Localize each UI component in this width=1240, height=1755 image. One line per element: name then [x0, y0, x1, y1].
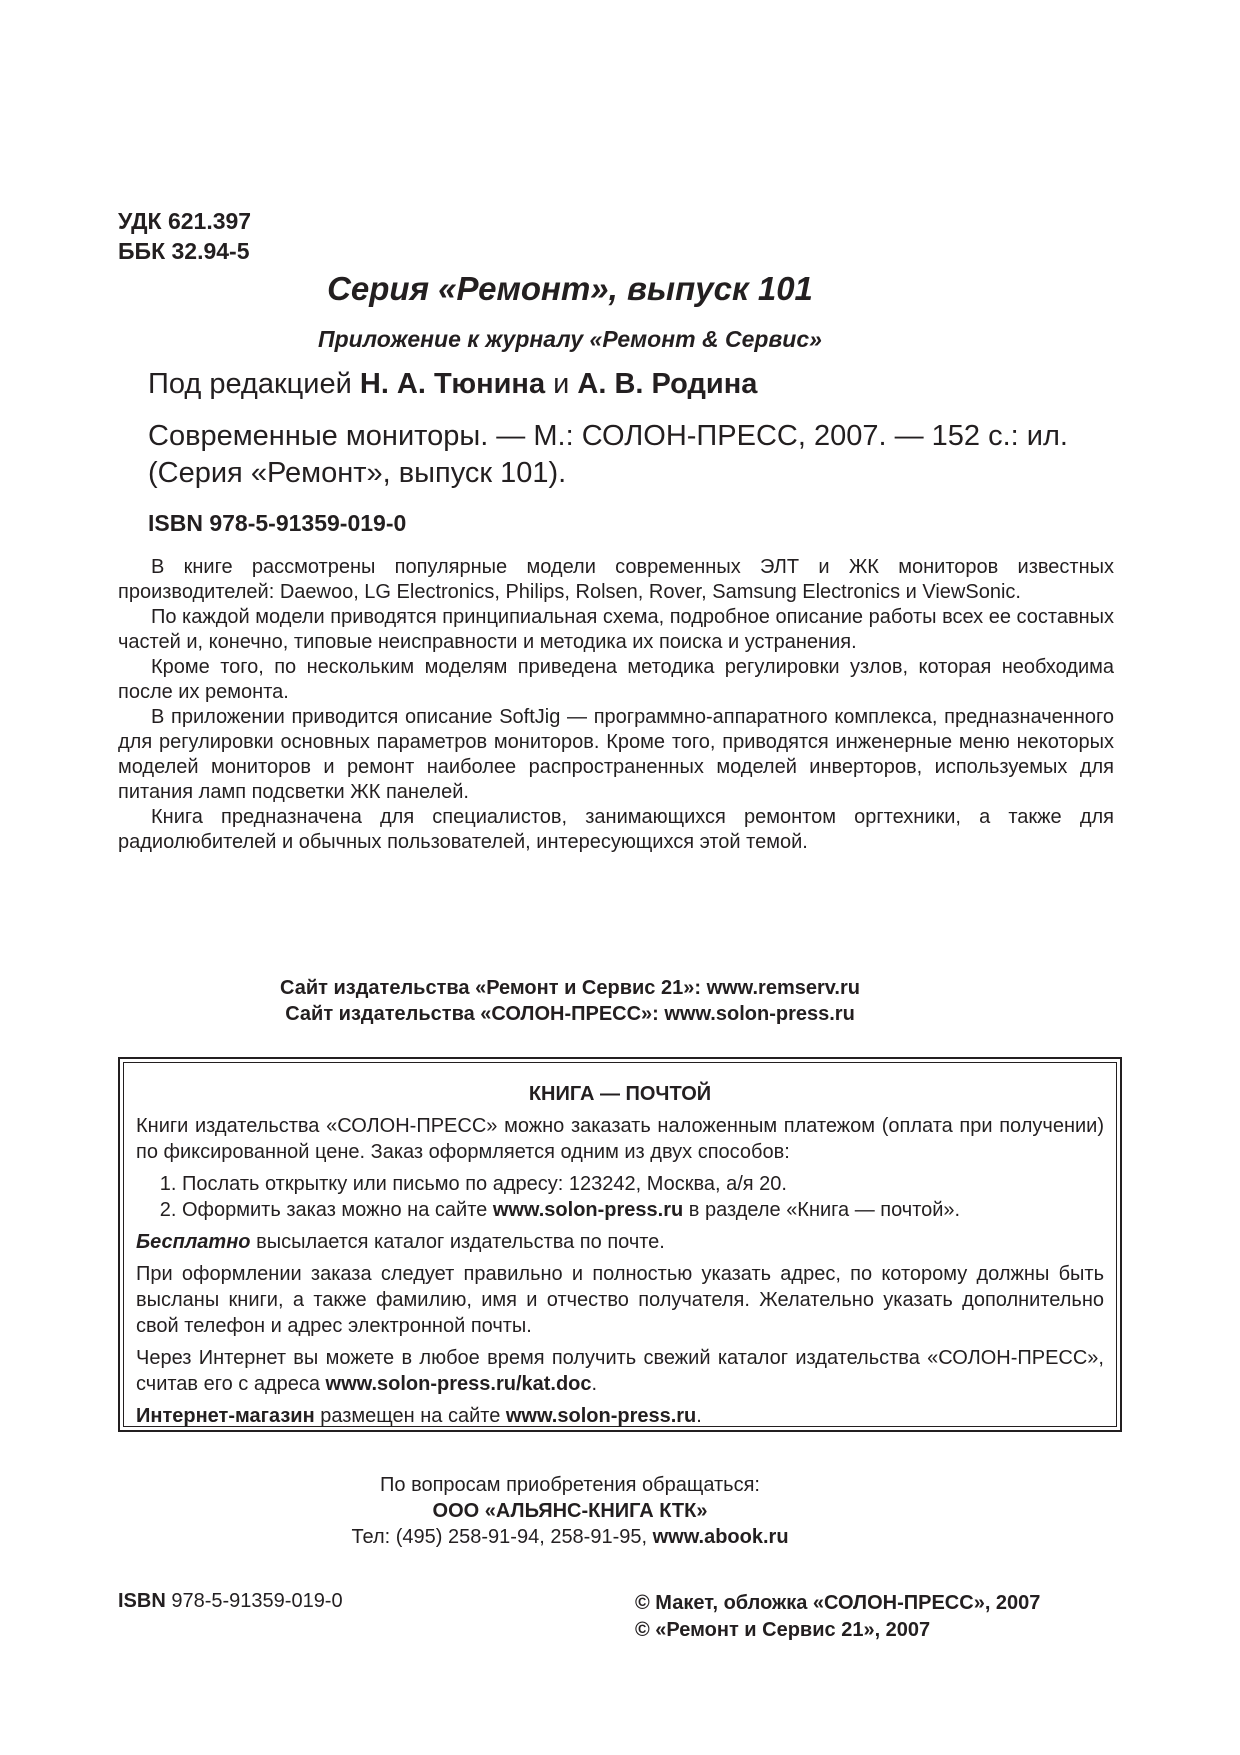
classification-codes: [118, 206, 251, 266]
shop-word: Интернет-магазин: [136, 1405, 315, 1427]
distributor-site: www.abook.ru: [652, 1526, 789, 1548]
catalog-text: Через Интернет вы можете в любое время получить свежий каталог издательства «СОЛОН-ПРЕСС», считав его с адреса: [136, 1347, 1104, 1395]
isbn-label: ISBN: [118, 1590, 166, 1612]
site-remserv: Сайт издательства «Ремонт и Сервис 21»: www.remserv.ru: [280, 977, 860, 999]
shop-link: www.solon-press.ru: [505, 1405, 697, 1427]
mail-order-title: КНИГА — ПОЧТОЙ: [528, 1083, 712, 1105]
annotation: [118, 555, 1114, 855]
editor-1: Н. А. Тюнина: [359, 368, 546, 400]
distributor-phone: Тел: (495) 258-91-94, 258-91-95,: [351, 1526, 653, 1548]
copyright-block: [635, 1590, 1040, 1644]
free-catalog-note: [136, 1229, 1104, 1255]
annotation-paragraph: В приложении приводится описание SoftJig — программно-аппаратного комплекса, предназначенного для регулировки основных параметров мониторов. Кроме того, приводятся инженерные меню некоторых моделей мониторов и ремонт наиболее распространенных моделей инверторов, используемых для питания ламп подсветки ЖК панелей.: [118, 706, 1114, 803]
bbk-code: ББК 32.94-5: [118, 238, 250, 264]
bibliographic-citation: [148, 418, 1098, 492]
editor-2: А. В. Родина: [577, 368, 758, 400]
supplement-line: Приложение к журналу «Ремонт & Сервис»: [318, 326, 822, 352]
catalog-tail: .: [591, 1373, 598, 1395]
copyright-line-1: © Макет, обложка «СОЛОН-ПРЕСС», 2007: [635, 1592, 1041, 1614]
citation-line-1: Современные мониторы. — М.: СОЛОН-ПРЕСС, 2007. — 152 с.: ил.: [148, 420, 1068, 452]
order-option-1: 1. Послать открытку или письмо по адресу: 123242, Москва, а/я 20.: [182, 1171, 1104, 1197]
shop-text: размещен на сайте: [314, 1405, 506, 1427]
isbn-number: 978-5-91359-019-0: [165, 1590, 343, 1612]
catalog-download-note: [136, 1345, 1104, 1397]
distributor-intro: По вопросам приобретения обращаться:: [380, 1474, 760, 1496]
distributor-contacts: [150, 1472, 990, 1550]
series-title: Серия «Ремонт», выпуск 101: [327, 270, 813, 307]
shop-tail: .: [696, 1405, 702, 1427]
editors-conjunction: и: [545, 368, 578, 400]
mail-order-box: [118, 1057, 1122, 1432]
order-option-2: [182, 1197, 1104, 1223]
annotation-paragraph: В книге рассмотрены популярные модели современных ЭЛТ и ЖК мониторов известных производителей: Daewoo, LG Electronics, Philips, Rolsen, Rover, Samsung Electronics и ViewSonic.: [118, 556, 1114, 603]
annotation-paragraph: Кроме того, по нескольким моделям приведена методика регулировки узлов, которая необходима после их ремонта.: [118, 656, 1114, 703]
udk-code: УДК 621.397: [118, 208, 252, 234]
copyright-line-2: © «Ремонт и Сервис 21», 2007: [635, 1619, 931, 1641]
isbn-bottom: [118, 1590, 343, 1613]
option2-text: Оформить заказ можно на сайте: [182, 1199, 493, 1221]
catalog-link: www.solon-press.ru/kat.doc: [325, 1373, 592, 1395]
order-options-list: [136, 1171, 1104, 1223]
publisher-sites: [150, 975, 990, 1027]
site-solon-press: Сайт издательства «СОЛОН-ПРЕСС»: www.solon-press.ru: [285, 1003, 855, 1025]
free-catalog-text: высылается каталог издательства по почте.: [250, 1231, 665, 1253]
address-note: При оформлении заказа следует правильно и полностью указать адрес, по которому должны быть высланы книги, а также фамилию, имя и отчество получателя. Желательно указать дополнительно свой телефон и адрес электронной почты.: [136, 1263, 1104, 1337]
citation-line-2: (Серия «Ремонт», выпуск 101).: [148, 457, 567, 489]
option2-link: www.solon-press.ru: [492, 1199, 684, 1221]
editors-prefix: Под редакцией: [148, 368, 360, 400]
annotation-paragraph: По каждой модели приводятся принципиальная схема, подробное описание работы всех ее составных частей и, конечно, типовые неисправности и методика их поиска и устранения.: [118, 606, 1114, 653]
isbn-top: ISBN 978-5-91359-019-0: [148, 510, 407, 536]
free-word: Бесплатно: [136, 1231, 251, 1253]
option2-tail: в разделе «Книга — почтой».: [683, 1199, 961, 1221]
online-shop-note: [136, 1403, 1104, 1429]
annotation-paragraph: Книга предназначена для специалистов, занимающихся ремонтом оргтехники, а также для радиолюбителей и обычных пользователей, интересующихся этой темой.: [118, 806, 1114, 853]
distributor-phone-line: [150, 1524, 990, 1550]
distributor-name: ООО «АЛЬЯНС-КНИГА КТК»: [432, 1500, 708, 1522]
editors-line: [148, 368, 757, 401]
mail-order-intro: Книги издательства «СОЛОН-ПРЕСС» можно заказать наложенным платежом (оплата при получении) по фиксированной цене. Заказ оформляется одним из двух способов:: [136, 1115, 1104, 1163]
